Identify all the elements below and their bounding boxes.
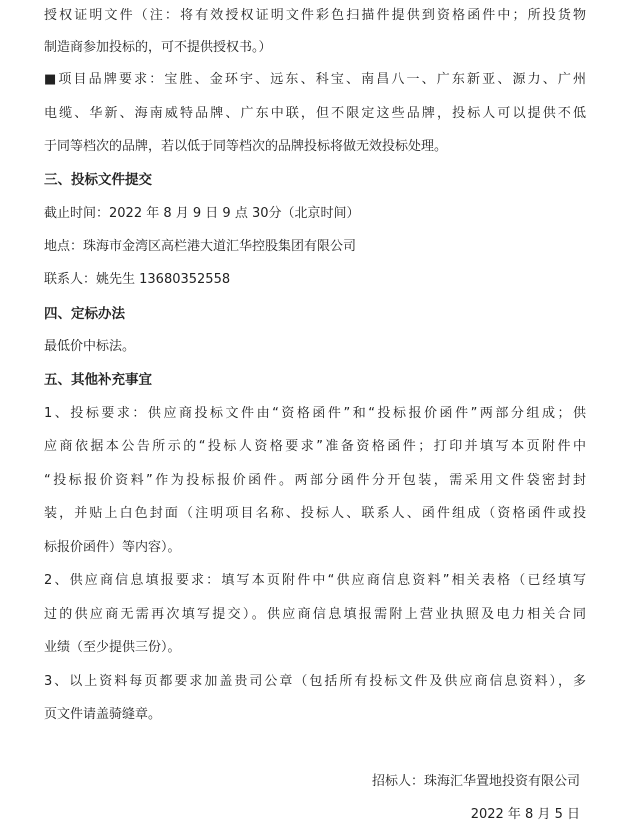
- item-2-line-1: 2、供应商信息填报要求：填写本页附件中“供应商信息资料”相关表格（已经填写: [44, 573, 586, 588]
- item-1-line-5: 标报价函件）等内容）。: [44, 540, 181, 555]
- contact-text: 联系人：姚先生 13680352558: [44, 272, 231, 287]
- issue-date: 2022 年 8 月 5 日: [470, 807, 580, 822]
- address-text: 地点：珠海市金湾区高栏港大道汇华控股集团有限公司: [44, 239, 357, 254]
- deadline-text: 截止时间：2022 年 8 月 9 日 9 点 30分（北京时间）: [44, 206, 360, 221]
- brand-req-line-2: 电缆、华新、海南威特品牌、广东中联，但不限定这些品牌，投标人可以提供不低: [44, 106, 586, 121]
- item-1-line-3: “投标报价资料”作为投标报价函件。两部分函件分开包装，需采用文件袋密封封: [44, 473, 586, 488]
- item-1-line-2: 应商依据本公告所示的“投标人资格要求”准备资格函件；打印并填写本页附件中: [44, 439, 586, 454]
- section-4-heading: 四、定标办法: [44, 306, 125, 322]
- brand-req-line-1: ■项目品牌要求：宝胜、金环宇、远东、科宝、南昌八一、广东新亚、源力、广州: [44, 72, 586, 87]
- award-method-text: 最低价中标法。: [44, 339, 136, 354]
- tenderer-signature: 招标人：珠海汇华置地投资有限公司: [371, 774, 580, 789]
- auth-cert-line-1: 授权证明文件（注：将有效授权证明文件彩色扫描件提供到资格函件中；所投货物: [44, 8, 586, 23]
- item-3-line-2: 页文件请盖骑缝章。: [44, 707, 162, 722]
- item-2-line-3: 业绩（至少提供三份）。: [44, 640, 181, 655]
- auth-cert-line-2: 制造商参加投标的，可不提供授权书。）: [44, 40, 272, 55]
- brand-req-line-3: 于同等档次的品牌，若以低于同等档次的品牌投标将做无效投标处理。: [44, 139, 448, 154]
- item-1-line-4: 装，并贴上白色封面（注明项目名称、投标人、联系人、函件组成（资格函件或投: [44, 506, 586, 521]
- item-1-line-1: 1、投标要求：供应商投标文件由“资格函件”和“投标报价函件”两部分组成；供: [44, 406, 586, 421]
- item-3-line-1: 3、以上资料每页都要求加盖贵司公章（包括所有投标文件及供应商信息资料），多: [44, 674, 586, 689]
- item-2-line-2: 过的供应商无需再次填写提交）。供应商信息填报需附上营业执照及电力相关合同: [44, 607, 586, 622]
- section-3-heading: 三、投标文件提交: [44, 172, 152, 188]
- section-5-heading: 五、其他补充事宜: [44, 372, 152, 388]
